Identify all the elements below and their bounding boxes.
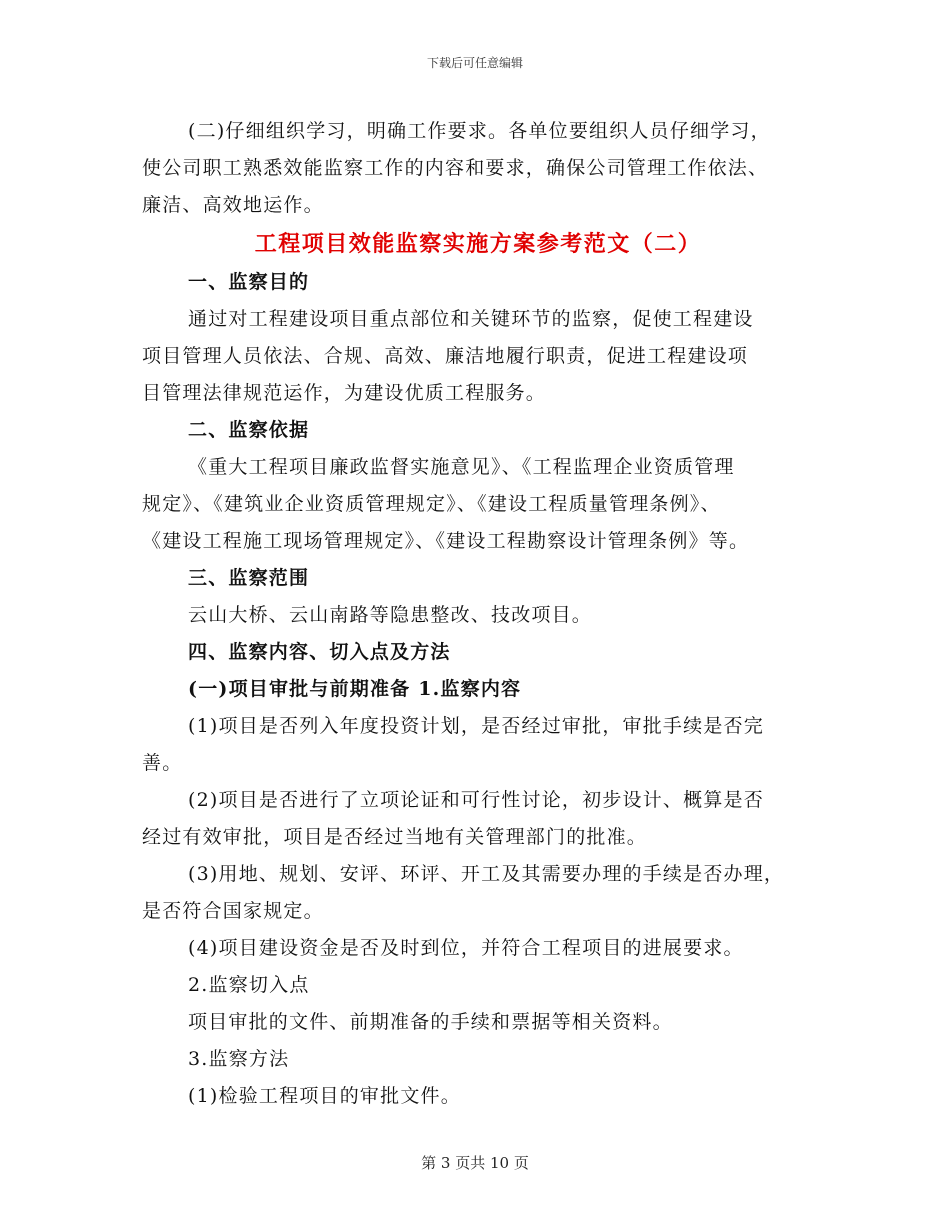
section-heading-scope: 三、监察范围: [188, 567, 310, 589]
paragraph-line: 项目审批的文件、前期准备的手续和票据等相关资料。: [188, 1011, 673, 1033]
list-item: (3)用地、规划、安评、环评、开工及其需要办理的手续是否办理，: [188, 863, 785, 885]
section-heading-content: 四、监察内容、切入点及方法: [188, 641, 451, 663]
header-note: 下载后可任意编辑: [426, 56, 523, 70]
paragraph-line: 《建设工程施工现场管理规定》、《建设工程勘察设计管理条例》等。: [142, 530, 750, 552]
paragraph-line: 通过对工程建设项目重点部位和关键环节的监察，促使工程建设: [188, 308, 754, 330]
page-number: 第 3 页共 10 页: [421, 1154, 529, 1172]
list-item-continuation: 善。: [142, 752, 183, 774]
subsection-heading: 3.监察方法: [188, 1048, 290, 1070]
paragraph-line: 规定》、《建筑业企业资质管理规定》、《建设工程质量管理条例》、: [142, 493, 721, 515]
list-item: (4)项目建设资金是否及时到位，并符合工程项目的进展要求。: [188, 937, 744, 959]
paragraph-line: 云山大桥、云山南路等隐患整改、技改项目。: [188, 604, 593, 626]
paragraph-line: 使公司职工熟悉效能监察工作的内容和要求，确保公司管理工作依法、: [142, 157, 769, 179]
paragraph-line: (二)仔细组织学习，明确工作要求。各单位要组织人员仔细学习，: [188, 120, 771, 142]
list-item-continuation: 是否符合国家规定。: [142, 900, 324, 922]
subsection-heading: (一)项目审批与前期准备 1.监察内容: [188, 678, 522, 700]
list-item-continuation: 经过有效审批，项目是否经过当地有关管理部门的批准。: [142, 826, 648, 848]
document-body: [142, 113, 814, 1115]
paragraph-line: 廉洁、高效地运作。: [142, 194, 324, 216]
section-heading-basis: 二、监察依据: [188, 419, 310, 441]
list-item: (1)项目是否列入年度投资计划，是否经过审批，审批手续是否完: [188, 715, 764, 737]
list-item: (1)检验工程项目的审批文件。: [188, 1085, 461, 1107]
paragraph-line: 《重大工程项目廉政监督实施意见》、《工程监理企业资质管理: [188, 456, 735, 478]
section-heading-purpose: 一、监察目的: [188, 271, 310, 293]
document-title: 工程项目效能监察实施方案参考范文（二）: [254, 231, 702, 257]
subsection-heading: 2.监察切入点: [188, 974, 310, 996]
paragraph-line: 目管理法律规范运作，为建设优质工程服务。: [142, 382, 547, 404]
list-item: (2)项目是否进行了立项论证和可行性讨论，初步设计、概算是否: [188, 789, 764, 811]
paragraph-line: 项目管理人员依法、合规、高效、廉洁地履行职责，促进工程建设项: [142, 345, 749, 367]
